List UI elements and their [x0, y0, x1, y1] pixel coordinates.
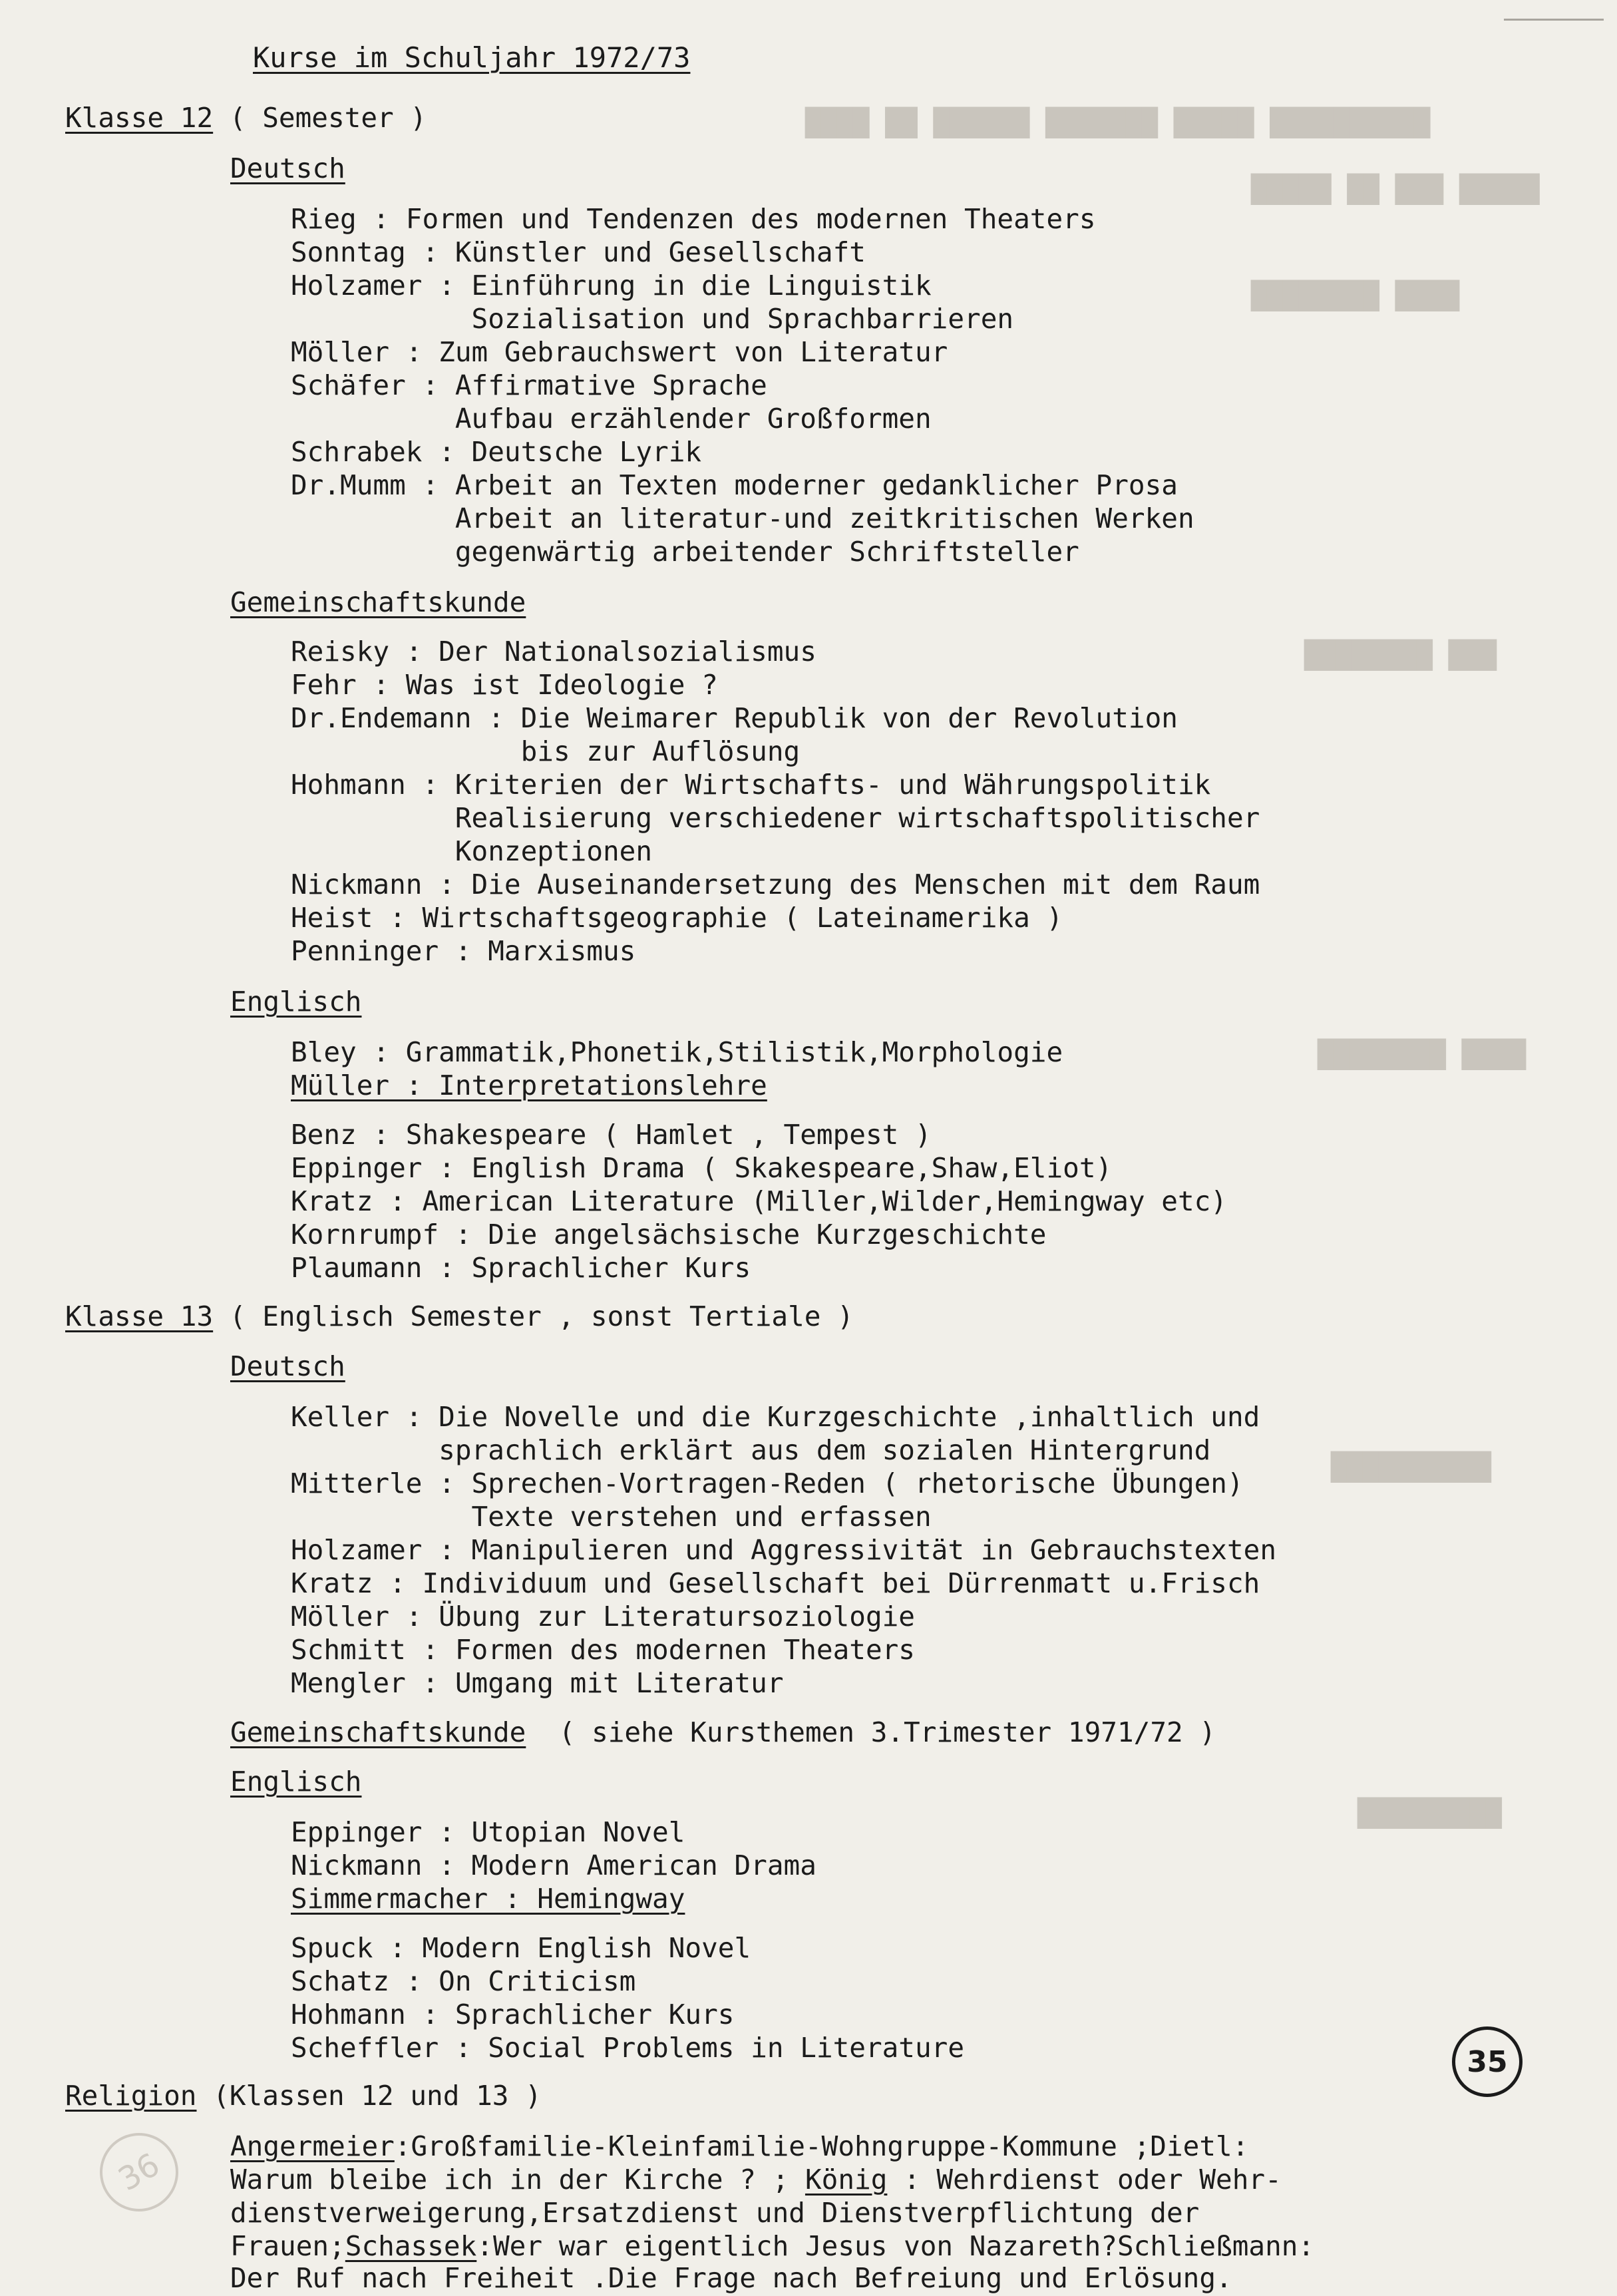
document-page: ████ ██ ██████ ███████ █████ ██████████ █████ ██ ███ █████ ████████ ████ ████████ ███ ████████ ████ ██████████ █████████ Kurse im Schuljahr 1972/73 Klasse 12 ( Semester ) Deutsch Rieg : Formen und Tendenzen des modernen Theaters Sonntag : Künstler und Gesellschaft Holzamer : Einführung in die Linguistik Sozialisation und Sprachbarrieren Möller : Zum Gebrauchswert von Literatur Schäfer : Affirmative Sprache Aufbau erzählender Großformen Schrabek : Deutsche Lyrik Dr.Mumm : Arbeit an Texten moderner gedanklicher Prosa Arbeit an literatur-und zeitkritischen Werken gegenwärtig arbeitender Schriftsteller Gemeinschaftskunde Reisky : Der Nationalsozialismus Fehr : Was ist Ideologie ? Dr.Endemann : Die Weimarer Republik von der Revolution bis zur Auflösung Hohmann : Kriterien der Wirtschafts- und Währungspolitik Realisierung verschiedener wirtschaftspolitischer Konzeptionen Nickmann : Die Auseinandersetzung des Menschen mit dem Raum Heist : Wirtschaftsgeographie ( Lateinamerika ) Penninger : Marxismus Englisch Bley : Grammatik,Phonetik,Stilistik,Morphologie Müller : Interpretationslehre Benz : Shakespeare ( Hamlet , Tempest ) Eppinger : English Drama ( Skakespeare,Shaw,Eliot) Kratz : American Literature (Miller,Wilder,Hemingway etc) Kornrumpf : Die angelsächsische Kurzgeschichte Plaumann : Sprachlicher Kurs Klasse 13 ( Englisch Semester , sonst Tertiale ) Deutsch Keller : Die Novelle und die Kurzgeschichte ,inhaltlich und sprachlich erklärt aus dem sozialen Hintergrund Mitterle : Sprechen-Vortragen-Reden ( rhetorische Übungen) Texte verstehen und erfassen Holzamer : Manipulieren und Aggressivität in Gebrauchstexten Kratz : Individuum und Gesellschaft bei Dürrenmatt u.Frisch Möller : Übung zur Literatursoziologie Schmitt : Formen des modernen Theaters Mengler : Umgang mit Literatur Gemeinschaftskunde ( siehe Kursthemen 3.Trimester 1971/72 ) Englisch Eppinger : Utopian Novel Nickmann : Modern American Drama Simmermacher : Hemingway Spuck : Modern English Novel Schatz : On Criticism Hohmann : Sprachlicher Kurs Scheffler : Social Problems in Literature 35 Religion (Klassen 12 und 13 ) 36 Angermeier:Großfamilie-Kleinfamilie-Wohngruppe-Kommune ;Dietl: Warum bleibe ich in der Kirche ? ; König : Wehrdienst oder Wehr- dienstverweigerung,Ersatzdienst und Dienstverpflichtung der Frauen;Schassek:Wer war eigentlich Jesus von Nazareth?Schließmann: Der Ruf nach Freiheit .Die Frage nach Befreiung und Erlösung. — [0, 0, 1617, 2296]
course-line: sprachlich erklärt aus dem sozialen Hintergrund — [291, 1434, 1211, 1466]
course-line: Schäfer : Affirmative Sprache — [291, 369, 767, 401]
course-line: Eppinger : Utopian Novel — [291, 1816, 685, 1848]
course-line: Mengler : Umgang mit Literatur — [291, 1667, 784, 1699]
religion-header — [65, 2079, 542, 2112]
course-line: Möller : Übung zur Literatursoziologie — [291, 1601, 915, 1632]
klasse13-header — [65, 1300, 854, 1333]
course-line: Texte verstehen und erfassen — [291, 1501, 932, 1533]
religion-text: Warum bleibe ich in der Kirche ? ; — [230, 2164, 805, 2196]
k13-gemeinschaftskunde-note: ( siehe Kursthemen 3.Trimester 1971/72 ) — [526, 1716, 1216, 1748]
course-line: Konzeptionen — [291, 835, 653, 867]
course-line: Schrabek : Deutsche Lyrik — [291, 436, 702, 468]
religion-suffix: (Klassen 12 und 13 ) — [196, 2080, 542, 2112]
religion-text: : Wehrdienst oder Wehr- — [887, 2164, 1282, 2196]
klasse13-suffix: ( Englisch Semester , sonst Tertiale ) — [213, 1300, 854, 1332]
k13-deutsch-heading: Deutsch — [230, 1350, 345, 1382]
course-line: Kratz : Individuum und Gesellschaft bei Dürrenmatt u.Frisch — [291, 1567, 1260, 1599]
course-line: Bley : Grammatik,Phonetik,Stilistik,Morphologie — [291, 1036, 1063, 1068]
page-number-circled: 35 — [1452, 2026, 1523, 2097]
course-line: Dr.Endemann : Die Weimarer Republik von der Revolution — [291, 702, 1178, 734]
course-line: Arbeit an literatur-und zeitkritischen Werken — [291, 502, 1194, 534]
k12-gemeinschaftskunde-heading: Gemeinschaftskunde — [230, 586, 526, 618]
course-line: Sonntag : Künstler und Gesellschaft — [291, 236, 866, 268]
religion-teacher-name: Schassek — [345, 2230, 477, 2262]
course-line: Heist : Wirtschaftsgeographie ( Lateinamerika ) — [291, 902, 1063, 934]
course-line: Hohmann : Sprachlicher Kurs — [291, 1999, 735, 2030]
course-line: Nickmann : Die Auseinandersetzung des Menschen mit dem Raum — [291, 868, 1260, 900]
faint-page-stamp: 36 — [85, 2118, 192, 2225]
course-line: Aufbau erzählender Großformen — [291, 403, 932, 435]
klasse13-label: Klasse 13 — [65, 1300, 214, 1332]
course-line: Nickmann : Modern American Drama — [291, 1849, 816, 1881]
k12-deutsch-heading: Deutsch — [230, 152, 345, 184]
course-line: Möller : Zum Gebrauchswert von Literatur — [291, 336, 948, 368]
religion-line-2 — [230, 2163, 1282, 2196]
religion-line-3: dienstverweigerung,Ersatzdienst und Dienstverpflichtung der — [230, 2197, 1200, 2229]
k13-gemeinschaftskunde-heading: Gemeinschaftskunde — [230, 1716, 526, 1748]
religion-teacher-name: König — [805, 2164, 888, 2196]
course-line: Benz : Shakespeare ( Hamlet , Tempest ) — [291, 1119, 932, 1151]
religion-line-1 — [230, 2130, 1248, 2163]
course-line-underlined: Müller : Interpretationslehre — [291, 1069, 767, 1101]
course-line: Keller : Die Novelle und die Kurzgeschichte ,inhaltlich und — [291, 1401, 1260, 1433]
page-title: Kurse im Schuljahr 1972/73 — [253, 41, 691, 74]
course-line: Schmitt : Formen des modernen Theaters — [291, 1634, 915, 1666]
religion-text: :Großfamilie-Kleinfamilie-Wohngruppe-Kommune ;Dietl: — [394, 2130, 1249, 2162]
k12-englisch-heading: Englisch — [230, 986, 362, 1018]
course-line: Holzamer : Einführung in die Linguistik — [291, 270, 932, 301]
klasse12-label: Klasse 12 — [65, 102, 214, 134]
religion-label: Religion — [65, 2080, 197, 2112]
k13-englisch-heading: Englisch — [230, 1766, 362, 1798]
course-line: bis zur Auflösung — [291, 735, 801, 767]
religion-line-4 — [230, 2229, 1314, 2263]
course-line: Fehr : Was ist Ideologie ? — [291, 669, 718, 701]
klasse12-suffix: ( Semester ) — [213, 102, 427, 134]
course-line: Kornrumpf : Die angelsächsische Kurzgeschichte — [291, 1219, 1047, 1250]
religion-text: Frauen; — [230, 2230, 345, 2262]
k13-gemeinschaftskunde-line — [230, 1716, 1216, 1749]
religion-text: :Wer war eigentlich Jesus von Nazareth?Schließmann: — [476, 2230, 1315, 2262]
top-edge-mark — [1504, 19, 1604, 45]
course-line: Schatz : On Criticism — [291, 1965, 636, 1997]
course-line: Reisky : Der Nationalsozialismus — [291, 636, 816, 668]
course-line: Holzamer : Manipulieren und Aggressivität in Gebrauchstexten — [291, 1534, 1277, 1566]
course-line: Scheffler : Social Problems in Literature — [291, 2032, 965, 2064]
course-line: Plaumann : Sprachlicher Kurs — [291, 1252, 751, 1284]
course-line: Hohmann : Kriterien der Wirtschafts- und Währungspolitik — [291, 769, 1211, 801]
course-line: Mitterle : Sprechen-Vortragen-Reden ( rhetorische Übungen) — [291, 1467, 1244, 1499]
course-line: gegenwärtig arbeitender Schriftsteller — [291, 536, 1079, 568]
religion-teacher-name: Angermeier — [230, 2130, 395, 2162]
klasse12-header — [65, 101, 427, 134]
course-line-underlined: Simmermacher : Hemingway — [291, 1883, 685, 1915]
course-line: Kratz : American Literature (Miller,Wilder,Hemingway etc) — [291, 1185, 1227, 1217]
religion-line-5: Der Ruf nach Freiheit .Die Frage nach Befreiung und Erlösung. — [230, 2262, 1232, 2294]
course-line: Dr.Mumm : Arbeit an Texten moderner gedanklicher Prosa — [291, 469, 1178, 501]
course-line: Spuck : Modern English Novel — [291, 1932, 751, 1964]
course-line: Rieg : Formen und Tendenzen des modernen Theaters — [291, 203, 1096, 235]
course-line: Penninger : Marxismus — [291, 935, 636, 967]
course-line: Eppinger : English Drama ( Skakespeare,Shaw,Eliot) — [291, 1152, 1113, 1184]
course-line: Sozialisation und Sprachbarrieren — [291, 303, 1014, 335]
course-line: Realisierung verschiedener wirtschaftspolitischer — [291, 802, 1260, 834]
